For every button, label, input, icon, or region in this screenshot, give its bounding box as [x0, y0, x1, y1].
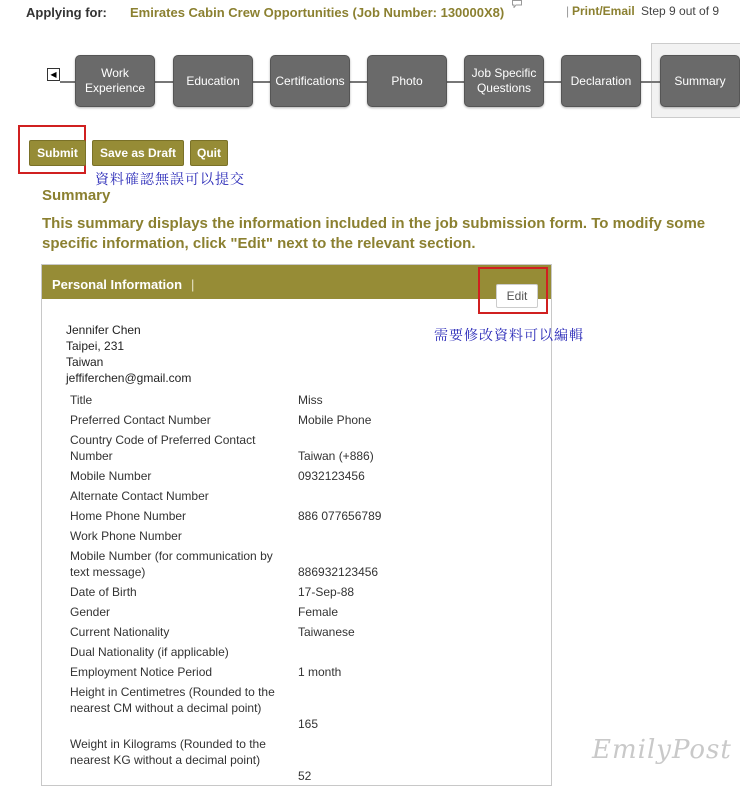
summary-title: Summary: [42, 187, 111, 204]
scroll-left-icon[interactable]: ◀: [47, 68, 60, 81]
applicant-email: jeffiferchen@gmail.com: [66, 371, 192, 385]
row-label-mobile-number: Mobile Number: [70, 469, 152, 483]
header-separator: |: [566, 4, 570, 18]
row-label-alternate-contact: Alternate Contact Number: [70, 489, 209, 503]
edit-button[interactable]: Edit: [496, 284, 538, 308]
row-label-date-of-birth: Date of Birth: [70, 585, 137, 599]
row-label-title: Title: [70, 393, 93, 407]
applying-for-label: Applying for:: [26, 5, 107, 20]
watermark-signature: EmilyPost: [592, 735, 732, 765]
row-label-height: Height in Centimetres (Rounded to the nearest CM without a decimal point): [70, 685, 275, 715]
row-label-gender: Gender: [70, 605, 111, 619]
row-label-dual-nationality: Dual Nationality (if applicable): [70, 645, 229, 659]
row-value-sms-mobile: 886932123456: [298, 565, 379, 579]
comment-icon[interactable]: [512, 0, 522, 8]
step-label: Job Specific: [471, 66, 537, 80]
step-education[interactable]: [173, 55, 253, 107]
applicant-address: [66, 322, 191, 386]
job-title: Emirates Cabin Crew Opportunities (Job Number: 130000X8): [130, 5, 505, 20]
step-certifications[interactable]: [270, 55, 350, 107]
row-label-country-code: Country Code of Preferred Contact Number: [70, 433, 256, 463]
summary-description: This summary displays the information included in the job submission form. To modify some specific information, click "Edit" next to the relevant section.: [42, 215, 706, 252]
row-value-notice-period: 1 month: [298, 665, 342, 679]
row-value-gender: Female: [298, 605, 339, 619]
panel-title: Personal Information: [52, 277, 183, 292]
edit-highlight-frame: [478, 267, 548, 314]
row-value-weight: 52: [298, 769, 312, 783]
panel-header: [42, 265, 551, 299]
step-label: Education: [186, 73, 240, 88]
quit-button[interactable]: Quit: [190, 140, 228, 166]
panel-title-separator: |: [191, 277, 195, 292]
submit-button[interactable]: Submit: [29, 140, 86, 166]
row-value-current-nationality: Taiwanese: [298, 625, 355, 639]
top-bar: [0, 0, 740, 26]
applicant-name: Jennifer Chen: [66, 323, 141, 337]
applicant-city: Taipei, 231: [66, 339, 125, 353]
row-label-work-phone: Work Phone Number: [70, 529, 182, 543]
step-label: Experience: [84, 81, 146, 95]
step-photo[interactable]: [367, 55, 447, 107]
step-label: Declaration: [570, 73, 632, 88]
row-label-weight: Weight in Kilograms (Rounded to the nearest KG without a decimal point): [70, 737, 266, 767]
step-navigation: [0, 40, 740, 120]
edit-annotation: 需要修改資料可以編輯: [434, 328, 584, 344]
step-label: Summary: [674, 73, 726, 88]
row-label-notice-period: Employment Notice Period: [70, 665, 213, 679]
step-label: Work: [101, 66, 129, 80]
step-label: Questions: [476, 81, 531, 95]
row-label-current-nationality: Current Nationality: [70, 625, 170, 639]
row-value-country-code: Taiwan (+886): [298, 449, 374, 463]
save-as-draft-button[interactable]: Save as Draft: [92, 140, 184, 166]
step-indicator: Step 9 out of 9: [641, 4, 720, 18]
row-value-mobile-number: 0932123456: [298, 469, 365, 483]
step-declaration[interactable]: [561, 55, 641, 107]
step-job-specific-questions[interactable]: [464, 55, 544, 107]
row-label-home-phone: Home Phone Number: [70, 509, 187, 523]
row-value-title: Miss: [298, 393, 323, 407]
submit-annotation: 資料確認無誤可以提交: [95, 172, 245, 188]
row-label-sms-mobile: Mobile Number (for communication by text message): [70, 549, 273, 579]
applicant-country: Taiwan: [66, 355, 104, 369]
row-value-height: 165: [298, 717, 319, 731]
row-value-preferred-contact: Mobile Phone: [298, 413, 372, 427]
print-email-link[interactable]: Print/Email: [572, 4, 635, 18]
step-label: Certifications: [275, 73, 345, 88]
step-label: Photo: [391, 73, 423, 88]
row-value-date-of-birth: 17-Sep-88: [298, 585, 355, 599]
step-summary[interactable]: [660, 55, 740, 107]
step-work-experience[interactable]: [75, 55, 155, 107]
row-value-home-phone: 886 077656789: [298, 509, 382, 523]
row-label-preferred-contact: Preferred Contact Number: [70, 413, 211, 427]
